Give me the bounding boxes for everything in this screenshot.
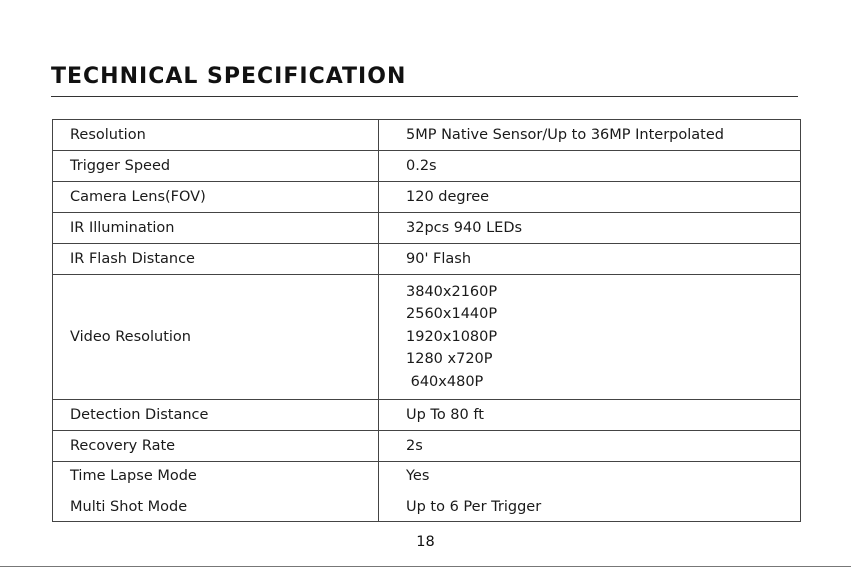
page-title: TECHNICAL SPECIFICATION	[51, 64, 407, 89]
video-resolution-item: 640x480P	[406, 373, 484, 390]
table-row	[53, 182, 801, 213]
video-resolution-item: 1920x1080P	[406, 328, 498, 345]
spec-value-video-resolution	[379, 275, 801, 400]
page-bottom-divider	[0, 566, 851, 567]
page-number: 18	[416, 534, 435, 550]
spec-value-recovery-rate: 2s	[379, 431, 801, 462]
spec-value-time-lapse-mode: Yes	[406, 467, 430, 484]
spec-value-multi-shot-mode: Up to 6 Per Trigger	[406, 499, 542, 515]
title-underline	[51, 96, 798, 97]
spec-label-resolution: Resolution	[53, 120, 379, 151]
spec-table	[52, 119, 801, 522]
spec-value-detection-distance: Up To 80 ft	[379, 400, 801, 431]
table-row	[53, 400, 801, 431]
spec-value-ir-flash-distance: 90' Flash	[379, 244, 801, 275]
video-resolution-item: 2560x1440P	[406, 306, 498, 323]
spec-value-pair	[379, 462, 801, 522]
spec-label-video-resolution: Video Resolution	[53, 275, 379, 400]
spec-label-ir-flash-distance: IR Flash Distance	[53, 244, 379, 275]
table-row	[53, 462, 801, 522]
spec-label-multi-shot-mode: Multi Shot Mode	[70, 499, 188, 515]
spec-label-detection-distance: Detection Distance	[53, 400, 379, 431]
spec-label-recovery-rate: Recovery Rate	[53, 431, 379, 462]
table-row	[53, 275, 801, 400]
video-resolution-item: 3840x2160P	[406, 284, 498, 301]
table-row	[53, 244, 801, 275]
spec-label-trigger-speed: Trigger Speed	[53, 151, 379, 182]
spec-value-camera-lens: 120 degree	[379, 182, 801, 213]
spec-label-ir-illumination: IR Illumination	[53, 213, 379, 244]
video-resolution-item: 1280 x720P	[406, 351, 493, 368]
table-row	[53, 431, 801, 462]
spec-value-resolution: 5MP Native Sensor/Up to 36MP Interpolated	[379, 120, 801, 151]
spec-value-trigger-speed: 0.2s	[379, 151, 801, 182]
table-row	[53, 213, 801, 244]
spec-value-ir-illumination: 32pcs 940 LEDs	[379, 213, 801, 244]
video-resolution-list	[406, 281, 800, 393]
spec-label-pair	[53, 462, 379, 522]
spec-label-camera-lens: Camera Lens(FOV)	[53, 182, 379, 213]
spec-label-time-lapse-mode: Time Lapse Mode	[70, 467, 197, 484]
table-row	[53, 120, 801, 151]
table-row	[53, 151, 801, 182]
